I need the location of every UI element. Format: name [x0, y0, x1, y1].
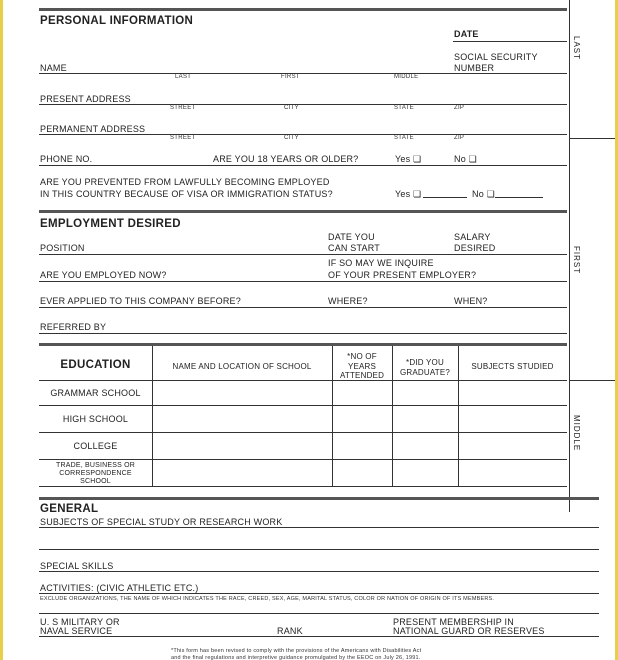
- name-sub-last: LAST: [175, 74, 192, 80]
- visa-no-checkbox[interactable]: No ❏: [472, 189, 495, 199]
- permanent-address-label: PERMANENT ADDRESS: [40, 124, 146, 134]
- general-heading: GENERAL: [40, 503, 99, 515]
- military-label-2: NAVAL SERVICE: [40, 626, 113, 636]
- edu-row-line: [39, 486, 567, 487]
- present-address-label: PRESENT ADDRESS: [40, 94, 131, 104]
- applied-line: [39, 307, 567, 308]
- special-study-label: SUBJECTS OF SPECIAL STUDY OR RESEARCH WORK: [40, 517, 283, 527]
- referred-by-label: REFERRED BY: [40, 322, 107, 332]
- activities-line-2: [39, 613, 599, 614]
- guard-label-1: PRESENT MEMBERSHIP IN: [393, 617, 514, 627]
- side-label-last: LAST: [572, 36, 581, 61]
- edu-col-subjects: SUBJECTS STUDIED: [471, 362, 554, 371]
- side-label-first: FIRST: [572, 246, 581, 275]
- side-label-middle: MIDDLE: [572, 415, 581, 452]
- age-no-checkbox[interactable]: No ❏: [454, 154, 477, 164]
- date-label: DATE: [454, 29, 479, 39]
- phone-line: [39, 165, 567, 166]
- footnote-1: *This form has been revised to comply with the provisions of the Americans with Disabilities Act: [171, 648, 422, 654]
- exclude-note: EXCLUDE ORGANIZATIONS, THE NAME OF WHICH INDICATES THE RACE, CREED, SEX, AGE, MARITAL STATUS, COLOR OR NATION OF ORIGIN OF ITS MEMBERS.: [40, 596, 495, 602]
- edu-row-grammar: GRAMMAR SCHOOL: [50, 388, 141, 398]
- age-question: ARE YOU 18 YEARS OR OLDER?: [213, 154, 359, 164]
- edu-row-line: [39, 459, 567, 460]
- position-line: [39, 254, 567, 255]
- addr-sub-state: STATE: [394, 135, 414, 141]
- phone-label: PHONE NO.: [40, 154, 93, 164]
- activities-line: [39, 593, 599, 594]
- start-date-label-2: CAN START: [328, 243, 380, 253]
- special-study-line-2: [39, 549, 599, 550]
- section-rule: [39, 8, 567, 11]
- footnote-2: and the final regulations and interpretive guidance promulgated by the EEOC on July 26, 1991.: [171, 655, 421, 660]
- side-divider: [569, 380, 615, 381]
- side-divider: [569, 138, 615, 139]
- name-sub-middle: MIDDLE: [394, 74, 419, 80]
- edu-row-line: [39, 432, 567, 433]
- section-rule: [39, 210, 567, 213]
- when-label: WHEN?: [454, 296, 488, 306]
- addr-sub-city: CITY: [284, 105, 299, 111]
- employment-heading: EMPLOYMENT DESIRED: [40, 218, 181, 230]
- special-study-line: [39, 527, 599, 528]
- edu-col-graduate: *DID YOU GRADUATE?: [399, 358, 451, 377]
- addr-sub-zip: ZIP: [454, 105, 465, 111]
- military-line: [39, 636, 599, 637]
- rank-label: RANK: [277, 626, 303, 636]
- ssn-label-2: NUMBER: [454, 63, 495, 73]
- present-address-line: [39, 104, 567, 105]
- referred-line: [39, 333, 567, 334]
- edu-col-school: NAME AND LOCATION OF SCHOOL: [172, 362, 312, 371]
- edu-row-line: [39, 380, 567, 381]
- date-line: [453, 41, 567, 42]
- where-label: WHERE?: [328, 296, 368, 306]
- addr-sub-city: CITY: [284, 135, 299, 141]
- personal-heading: PERSONAL INFORMATION: [40, 15, 194, 27]
- addr-sub-zip: ZIP: [454, 135, 465, 141]
- salary-label-1: SALARY: [454, 232, 491, 242]
- side-column-border: [569, 0, 570, 512]
- employed-line: [39, 281, 567, 282]
- position-label: POSITION: [40, 243, 85, 253]
- inquire-label-2: OF YOUR PRESENT EMPLOYER?: [328, 270, 477, 280]
- visa-question-1: ARE YOU PREVENTED FROM LAWFULLY BECOMING EMPLOYED: [40, 177, 330, 187]
- edu-col-years: *NO OF YEARS ATTENDED: [339, 352, 385, 380]
- visa-no-line: [495, 197, 543, 198]
- education-heading: EDUCATION: [60, 359, 131, 371]
- employed-now-label: ARE YOU EMPLOYED NOW?: [40, 270, 167, 280]
- special-skills-label: SPECIAL SKILLS: [40, 561, 114, 571]
- addr-sub-street: STREET: [170, 135, 196, 141]
- activities-label: ACTIVITIES: (CIVIC ATHLETIC ETC.): [40, 583, 199, 593]
- permanent-address-line: [39, 134, 567, 135]
- visa-yes-line: [423, 197, 467, 198]
- name-label: NAME: [40, 63, 67, 73]
- age-yes-checkbox[interactable]: Yes ❏: [395, 154, 422, 164]
- section-rule: [39, 497, 599, 500]
- addr-sub-state: STATE: [394, 105, 414, 111]
- name-sub-first: FIRST: [281, 74, 300, 80]
- application-form: [3, 0, 615, 660]
- special-skills-line: [39, 571, 599, 572]
- edu-row-trade: TRADE, BUSINESS OR CORRESPONDENCE SCHOOL: [55, 462, 136, 485]
- salary-label-2: DESIRED: [454, 243, 496, 253]
- applied-before-label: EVER APPLIED TO THIS COMPANY BEFORE?: [40, 296, 241, 306]
- military-label-1: U. S MILITARY OR: [40, 617, 120, 627]
- edu-row-line: [39, 405, 567, 406]
- start-date-label-1: DATE YOU: [328, 232, 375, 242]
- ssn-label-1: SOCIAL SECURITY: [454, 52, 538, 62]
- guard-label-2: NATIONAL GUARD OR RESERVES: [393, 626, 545, 636]
- visa-yes-checkbox[interactable]: Yes ❏: [395, 189, 422, 199]
- addr-sub-street: STREET: [170, 105, 196, 111]
- visa-question-2: IN THIS COUNTRY BECAUSE OF VISA OR IMMIGRATION STATUS?: [40, 189, 333, 199]
- inquire-label-1: IF SO MAY WE INQUIRE: [328, 258, 434, 268]
- section-rule: [39, 343, 567, 346]
- edu-row-college: COLLEGE: [73, 441, 118, 451]
- name-line: [39, 73, 567, 74]
- edu-row-highschool: HIGH SCHOOL: [62, 414, 129, 424]
